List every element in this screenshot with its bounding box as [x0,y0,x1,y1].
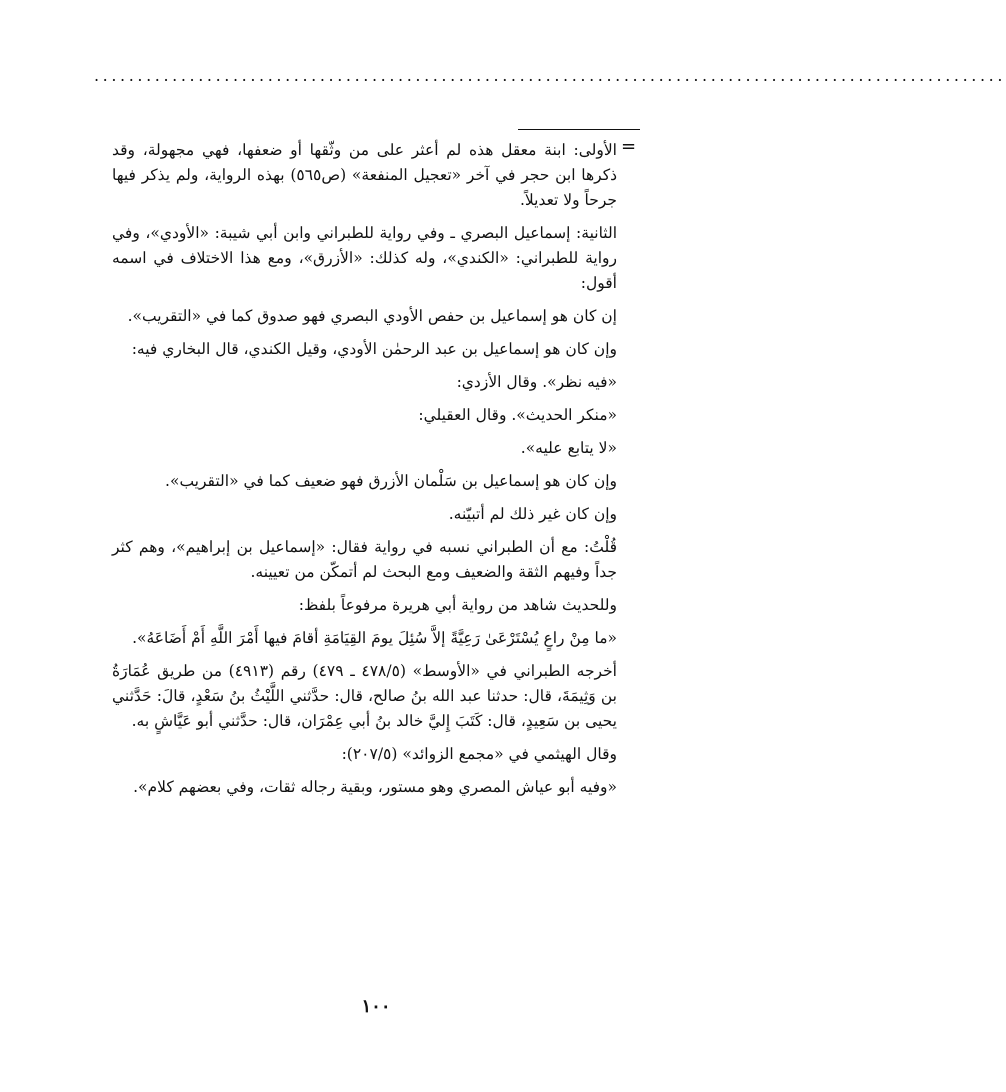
footnote-text [112,138,617,808]
paragraph: وللحديث شاهد من رواية أبي هريرة مرفوعاً بلفظ: [298,596,617,614]
paragraph: وإن كان غير ذلك لم أتبيّنه. [448,505,617,523]
paragraph: «فيه نظر». وقال الأزدي: [456,373,617,391]
paragraph: الأولى: ابنة معقل هذه لم أعثر على من وثّقها أو ضعفها، فهي مجهولة، وقد ذكرها ابن حجر في آخر «تعجيل المنفعة» (ص٥٦٥) بهذه الرواية، ولم يذكر فيها جرحاً ولا تعديلاً. [112,141,617,209]
paragraph: «ما مِنْ راعٍ يُسْتَرْعَىٰ رَعِيَّةً إلاَّ سُئِلَ يومَ القِيَامَةِ أقامَ فيها أَمْرَ اللَّهِ أَمْ أَضَاعَهُ». [132,629,617,647]
footnote-separator [518,129,640,130]
paragraph: «لا يتابع عليه». [520,439,617,457]
page-number: ١٠٠ [361,996,391,1017]
header-dotted-line: ......................................................................................................... [94,66,1006,85]
paragraph: وقال الهيثمي في «مجمع الزوائد» (٢٠٧/٥): [341,745,617,763]
paragraph: قُلْتُ: مع أن الطبراني نسبه في رواية فقال: «إسماعيل بن إبراهيم»، وهم كثر جداً وفيهم الثقة والضعيف ومع البحث لم أتمكّن من تعيينه. [112,538,617,581]
paragraph: وإن كان هو إسماعيل بن سَلْمان الأزرق فهو ضعيف كما في «التقريب». [165,472,617,490]
paragraph: «منكر الحديث». وقال العقيلي: [418,406,617,424]
paragraph: الثانية: إسماعيل البصري ـ وفي رواية للطبراني وابن أبي شيبة: «الأودي»، وفي رواية للطبراني: «الكندي»، وله كذلك: «الأزرق»، ومع هذا الاختلاف في اسمه أقول: [112,224,617,292]
paragraph: وإن كان هو إسماعيل بن عبد الرحمٰن الأودي، وقيل الكندي، قال البخاري فيه: [131,340,617,358]
paragraph: إن كان هو إسماعيل بن حفص الأودي البصري فهو صدوق كما في «التقريب». [127,307,617,325]
paragraph: أخرجه الطبراني في «الأوسط» (٤٧٨/٥ ـ ٤٧٩) رقم (٤٩١٣) من طريق عُمَارَةُ بن وَثِيمَةَ، قال: حدثنا عبد الله بنُ صالح، قال: حدَّثني اللَّيْثُ بنُ سَعْدٍ، قالَ: حَدَّثني يحيى بن سَعِيدٍ، قال: كَتَبَ إِليَّ خالد بنُ أبي عِمْرَان، قال: حدَّثني أبو عَيَّاشٍ به. [112,662,617,730]
footnote-continuation-marker: = [621,136,637,157]
paragraph: «وفيه أبو عياش المصري وهو مستور، وبقية رجاله ثقات، وفي بعضهم كلام». [133,778,617,796]
